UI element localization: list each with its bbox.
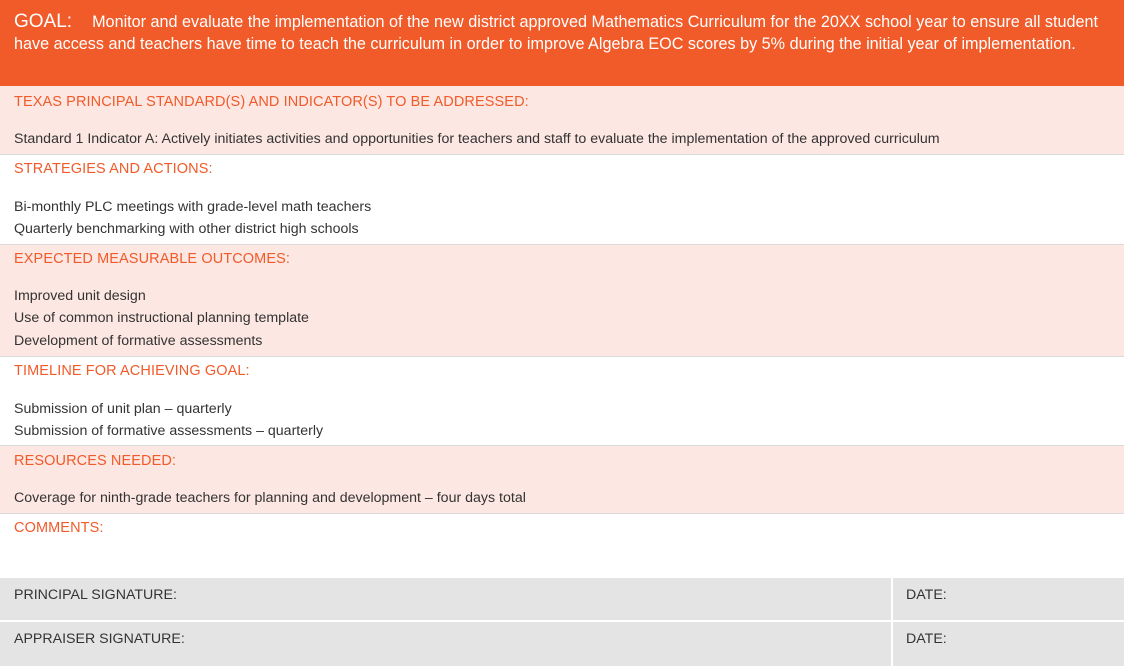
comments-heading: COMMENTS: (14, 520, 104, 536)
appraiser-signature-row (0, 622, 1124, 666)
list-item: Coverage for ninth-grade teachers for planning and development – four days total (14, 490, 526, 506)
list-item: Use of common instructional planning template (14, 310, 309, 327)
principal-signature-label: PRINCIPAL SIGNATURE: (14, 587, 177, 603)
goal-text: Monitor and evaluate the implementation of the new district approved Mathematics Curriculum for the 20XX school year to ensure all student have access and teachers have time to teach the curriculum in order to improve Algebra EOC scores by 5% during the initial year of implementation. (14, 13, 1099, 53)
standards-list (14, 128, 940, 150)
list-item: Standard 1 Indicator A: Actively initiates activities and opportunities for teachers and staff to evaluate the implementation of the approved curriculum (14, 131, 940, 147)
comments-section (0, 514, 1124, 578)
outcomes-list (14, 285, 309, 352)
column-divider (891, 578, 893, 620)
timeline-heading: TIMELINE FOR ACHIEVING GOAL: (14, 363, 250, 379)
strategies-section (0, 155, 1124, 245)
outcomes-heading: EXPECTED MEASURABLE OUTCOMES: (14, 251, 291, 267)
strategies-list (14, 196, 371, 241)
principal-date-label: DATE: (906, 587, 947, 603)
timeline-list (14, 398, 323, 443)
list-item: Quarterly benchmarking with other district high schools (14, 221, 359, 238)
standards-heading: TEXAS PRINCIPAL STANDARD(S) AND INDICATOR(S) TO BE ADDRESSED: (14, 94, 529, 110)
list-item: Development of formative assessments (14, 332, 263, 349)
resources-section (0, 446, 1124, 514)
strategies-heading: STRATEGIES AND ACTIONS: (14, 161, 213, 177)
appraiser-date-label: DATE: (906, 631, 947, 647)
principal-signature-row (0, 578, 1124, 620)
list-item: Submission of unit plan – quarterly (14, 401, 232, 417)
column-divider (891, 622, 893, 666)
resources-list (14, 487, 526, 509)
list-item: Improved unit design (14, 288, 146, 304)
outcomes-section (0, 245, 1124, 357)
goal-label: GOAL: (14, 11, 73, 32)
timeline-section (0, 357, 1124, 446)
list-item: Submission of formative assessments – quarterly (14, 423, 324, 440)
list-item: Bi-monthly PLC meetings with grade-level math teachers (14, 199, 372, 215)
appraiser-signature-label: APPRAISER SIGNATURE: (14, 631, 185, 647)
resources-heading: RESOURCES NEEDED: (14, 453, 177, 469)
standards-section (0, 86, 1124, 155)
goal-banner (0, 0, 1124, 86)
